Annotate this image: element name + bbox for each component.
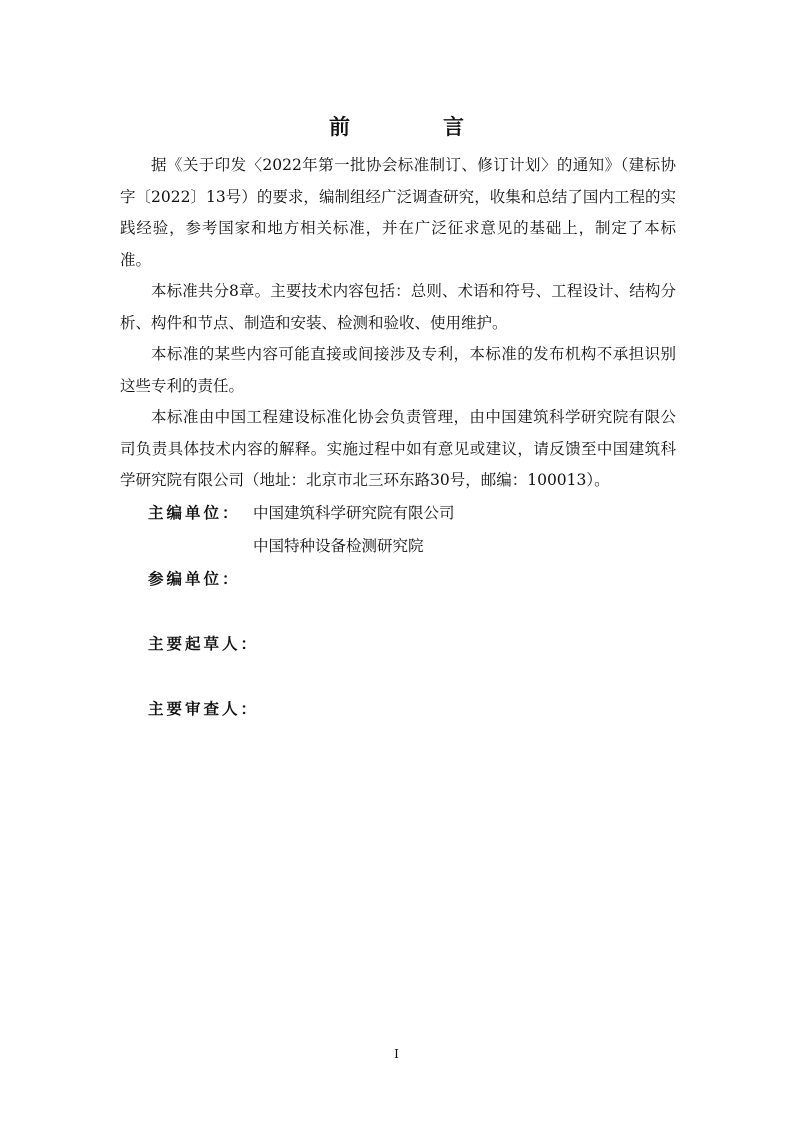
paragraph-patents: 本标准的某些内容可能直接或间接涉及专利，本标准的发布机构不承担识别这些专利的责任。 [120, 345, 676, 395]
chief-editor-label: 主编单位： [148, 504, 241, 522]
chief-editor-1: 中国建筑科学研究院有限公司 [253, 504, 455, 522]
paragraph-management: 本标准由中国工程建设标准化协会负责管理，由中国建筑科学研究院有限公司负责具体技术内容的解释。实施过程中如有意见或建议，请反馈至中国建筑科学研究院有限公司（地址：北京市北三环东路30号，邮编：100013）。 [120, 408, 676, 489]
page-number: I [394, 1047, 399, 1061]
paragraph-contents: 本标准共分8章。主要技术内容包括：总则、术语和符号、工程设计、结构分析、构件和节点、制造和安装、检测和验收、使用维护。 [120, 282, 676, 332]
chief-editor-2: 中国特种设备检测研究院 [253, 537, 424, 555]
page-title: 前 言 [329, 114, 500, 139]
paragraph-basis: 据《关于印发〈2022年第一批协会标准制订、修订计划〉的通知》（建标协字〔2022〕13号）的要求，编制组经广泛调查研究，收集和总结了国内工程的实践经验，参考国家和地方相关标准，并在广泛征求意见的基础上，制定了本标准。 [120, 156, 676, 269]
main-drafters-label: 主要起草人： [148, 635, 260, 653]
participating-units-label: 参编单位： [148, 570, 241, 588]
main-reviewers-label: 主要审查人： [148, 700, 260, 718]
